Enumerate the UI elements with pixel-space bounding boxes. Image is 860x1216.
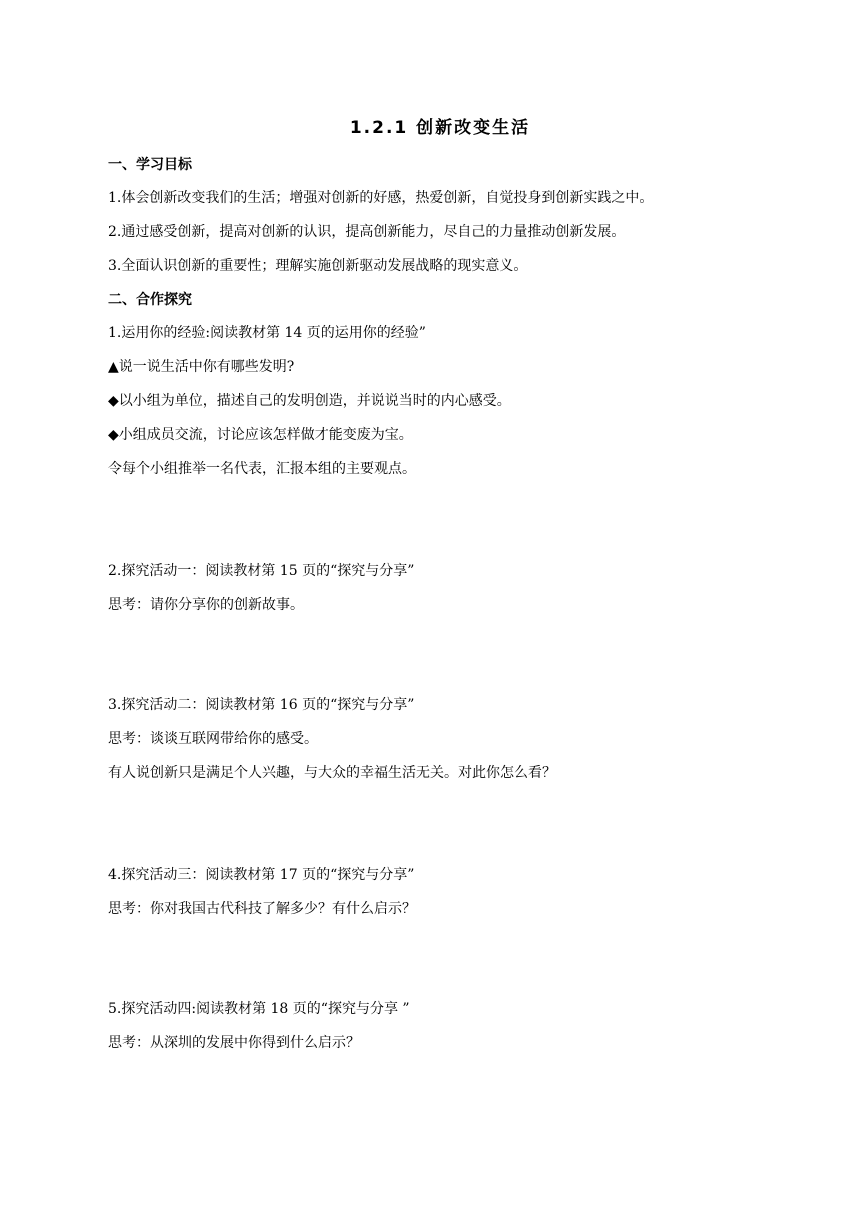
activity-1-note: 令每个小组推举一名代表，汇报本组的主要观点。 <box>108 461 416 477</box>
activity-2-question: 思考：请你分享你的创新故事。 <box>108 597 304 613</box>
activity-3-question-2: 有人说创新只是满足个人兴趣，与大众的幸福生活无关。对此你怎么看？ <box>108 765 556 781</box>
activity-1-intro: 1.运用你的经验:阅读教材第 14 页的运用你的经验” <box>108 325 426 341</box>
activity-5-question: 思考：从深圳的发展中你得到什么启示？ <box>108 1035 360 1051</box>
activity-3-question: 思考：谈谈互联网带给你的感受。 <box>108 731 318 747</box>
document-title: 1.2.1 创新改变生活 <box>349 118 531 138</box>
goal-item-1: 1.体会创新改变我们的生活；增强对创新的好感，热爱创新，自觉投身到创新实践之中。 <box>108 190 654 206</box>
activity-1-bullet-1: ▲说一说生活中你有哪些发明? <box>108 359 295 375</box>
section-heading-explore: 二、合作探究 <box>108 292 192 308</box>
activity-2-intro: 2.探究活动一：阅读教材第 15 页的“探究与分享” <box>108 563 415 579</box>
activity-1-bullet-3: ◆小组成员交流，讨论应该怎样做才能变废为宝。 <box>108 427 413 443</box>
activity-4-question: 思考：你对我国古代科技了解多少？有什么启示？ <box>108 901 416 917</box>
activity-3-intro: 3.探究活动二：阅读教材第 16 页的“探究与分享” <box>108 697 415 713</box>
activity-1-bullet-2: ◆以小组为单位，描述自己的发明创造，并说说当时的内心感受。 <box>108 393 511 409</box>
goal-item-3: 3.全面认识创新的重要性；理解实施创新驱动发展战略的现实意义。 <box>108 258 528 274</box>
activity-4-intro: 4.探究活动三：阅读教材第 17 页的“探究与分享” <box>108 867 415 883</box>
section-heading-goals: 一、学习目标 <box>108 157 192 173</box>
goal-item-2: 2.通过感受创新，提高对创新的认识，提高创新能力，尽自己的力量推动创新发展。 <box>108 224 626 240</box>
activity-5-intro: 5.探究活动四:阅读教材第 18 页的“探究与分享 ” <box>108 1001 410 1017</box>
